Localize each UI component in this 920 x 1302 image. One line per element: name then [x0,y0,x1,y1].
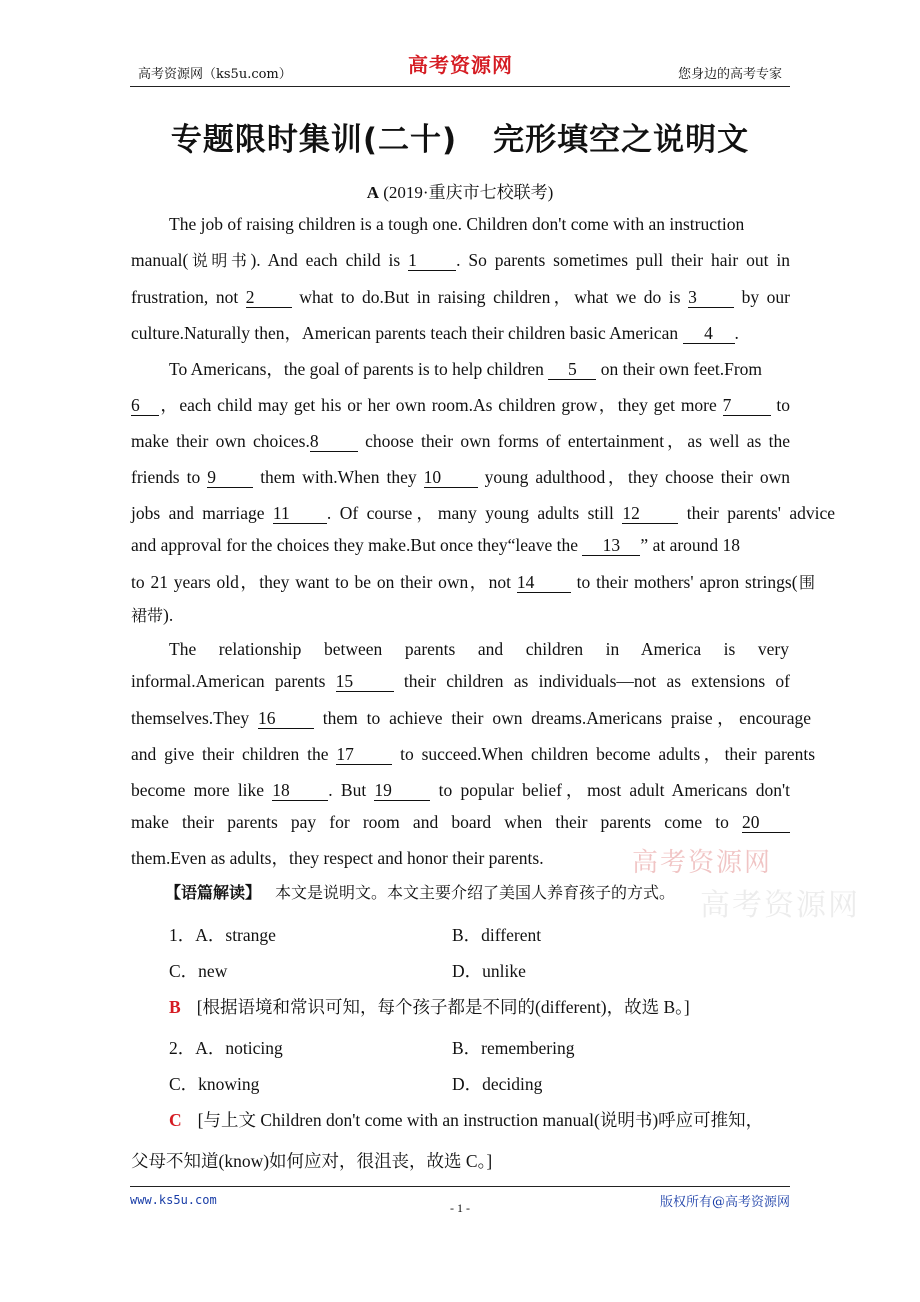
q1-option-a[interactable]: 1．A．strange [169,925,276,945]
blank-14[interactable]: 14 [517,573,571,593]
passage-line-8: friends to 9 them with.When they 10 young adulthood，they choose their own [131,467,790,487]
blank-17[interactable]: 17 [336,745,392,765]
blank-16[interactable]: 16 [258,709,314,729]
page-footer [130,1186,790,1215]
passage-line-15: themselves.They 16 them to achieve their own dreams.Americans praise，encourage [131,708,812,728]
passage-line-1: The job of raising children is a tough one. Children don't come with an instruction [169,214,745,234]
page-title [0,114,920,159]
passage-line-16: and give their children the 17 to succeed.When children become adults，their parents [131,744,816,764]
passage-line-7: make their own choices.8 choose their own forms of entertainment，as well as the [131,431,790,451]
passage-line-19: them.Even as adults，they respect and honor their parents. [131,848,544,868]
blank-10[interactable]: 10 [424,468,478,488]
q1-explanation: [根据语境和常识可知，每个孩子都是不同的(different)，故选 B。] [196,997,690,1017]
watermark-logo: 高考资源网 [632,848,773,878]
q2-answer-row [169,1107,763,1132]
q1-answer: B [169,997,181,1017]
header-slogan: 您身边的高考专家 [677,67,782,82]
analysis-label: 【语篇解读】 [165,883,262,902]
blank-11[interactable]: 11 [273,504,327,524]
blank-20[interactable]: 20 [742,813,790,833]
q2-option-b[interactable]: B．remembering [452,1038,575,1058]
blank-13[interactable]: 13 [582,536,640,556]
page-header [130,53,790,87]
blank-19[interactable]: 19 [374,781,430,801]
q1-option-d[interactable]: D．unlike [452,961,526,981]
title-part1: 专题限时集训(二十) [170,122,458,158]
header-logo: 高考资源网 [408,53,513,77]
q2-option-c[interactable]: C．knowing [169,1074,260,1094]
passage-line-3: frustration, not 2 what to do.But in raising children，what we do is 3 by our [131,287,791,307]
passage-line-6: 6 ，each child may get his or her own room.As children grow，they get more 7 to [131,395,790,415]
blank-2[interactable]: 2 [246,288,292,308]
watermark-logo-faint: 高考资源网 [700,888,860,923]
blank-15[interactable]: 15 [336,672,394,692]
passage-line-12: 裙带). [131,605,174,625]
blank-6[interactable]: 6 [131,396,159,416]
passage-line-11: to 21 years old，they want to be on their own，not 14 to their mothers' apron strings(围 [131,572,815,592]
blank-3[interactable]: 3 [688,288,734,308]
blank-18[interactable]: 18 [272,781,328,801]
q2-option-a[interactable]: 2．A．noticing [169,1038,283,1058]
header-site: 高考资源网（ks5u.com） [138,67,292,82]
section-letter: A [366,183,380,202]
footer-link[interactable]: www.ks5u.com [130,1193,217,1207]
analysis-text: 本文是说明文。本文主要介绍了美国人养育孩子的方式。 [275,883,676,902]
footer-copyright: 版权所有@高考资源网 [659,1195,790,1210]
passage-line-17: become more like 18 . But 19 to popular belief，most adult Americans don't [131,780,790,800]
analysis [165,880,675,903]
passage-line-9: jobs and marriage 11 . Of course，many young adults still 12 their parents' advice [131,503,836,523]
blank-9[interactable]: 9 [207,468,253,488]
blank-8[interactable]: 8 [310,432,358,452]
blank-5[interactable]: 5 [548,360,596,380]
section-source: (2019·重庆市七校联考) [383,183,554,202]
q1-option-c[interactable]: C．new [169,961,228,981]
passage-line-14: informal.American parents 15 their children as individuals—not as extensions of [131,671,791,691]
blank-4[interactable]: 4 [683,324,735,344]
title-part2: 完形填空之说明文 [493,122,750,158]
q2-explanation-1: [与上文 Children don't come with an instruction manual(说明书)呼应可推知， [197,1110,764,1130]
passage-line-4: culture.Naturally then，American parents teach their children basic American 4 . [131,323,739,343]
blank-12[interactable]: 12 [622,504,678,524]
blank-7[interactable]: 7 [723,396,771,416]
q1-answer-row [169,994,690,1019]
passage-line-5: To Americans，the goal of parents is to help children 5 on their own feet.From [169,359,763,379]
page-number: - 1 - [450,1201,470,1215]
blank-1[interactable]: 1 [408,251,456,271]
q2-answer: C [169,1110,182,1130]
passage-line-2: manual(说明书). And each child is 1 . So parents sometimes pull their hair out in [131,250,790,270]
passage-line-18: make their parents pay for room and board when their parents come to 20 [131,812,790,833]
q2-option-d[interactable]: D．deciding [452,1074,543,1094]
section-heading [0,178,920,203]
passage-line-10: and approval for the choices they make.But once they“leave the 13 ” at around 18 [131,535,741,555]
q1-option-b[interactable]: B．different [452,925,542,945]
passage-line-13: The relationship between parents and children in America is very [169,639,789,659]
q2-explanation-2: 父母不知道(know)如何应对，很沮丧，故选 C。] [131,1151,493,1171]
